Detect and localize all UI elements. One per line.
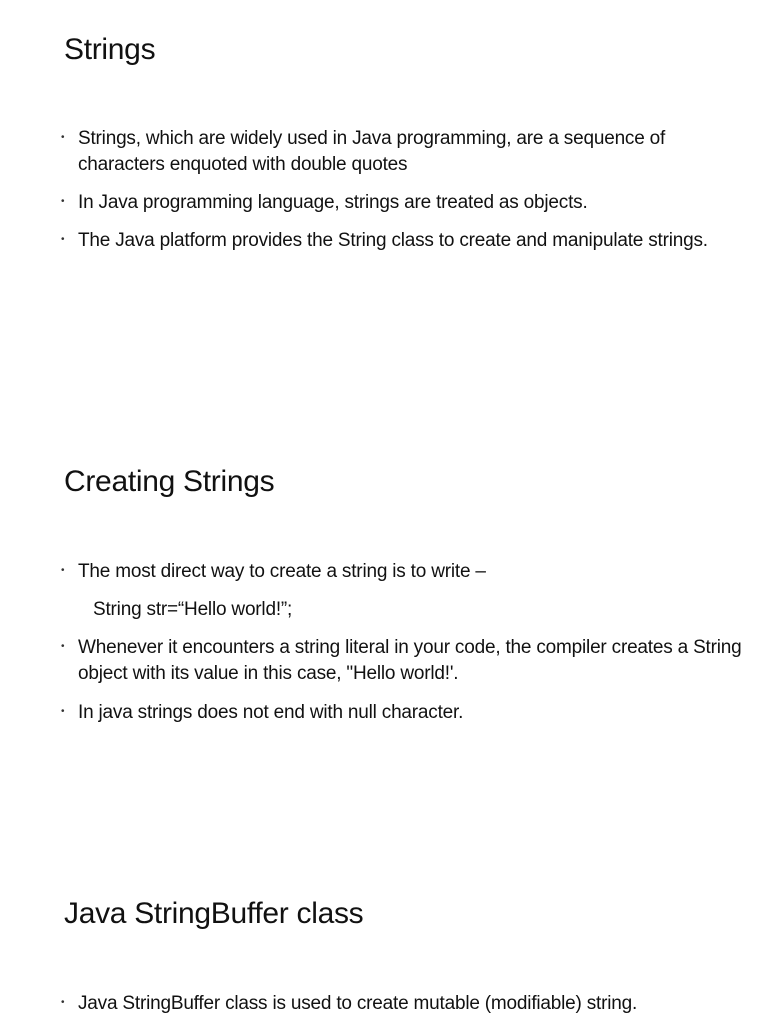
bullet-item: • In java strings does not end with null character. bbox=[78, 700, 746, 726]
slide-title: Strings bbox=[64, 33, 156, 66]
bullet-item: • In Java programming language, strings are treated as objects. bbox=[78, 190, 746, 216]
slide-title: Creating Strings bbox=[64, 465, 275, 498]
bullet-item: • The most direct way to create a string is to write – bbox=[78, 559, 746, 585]
slide-title: Java StringBuffer class bbox=[64, 897, 364, 930]
bullet-item: • Whenever it encounters a string literal in your code, the compiler creates a String object with its value in this case, "Hello world!'. bbox=[78, 635, 746, 687]
code-example: String str=“Hello world!”; bbox=[93, 599, 293, 620]
bullet-item: • The Java platform provides the String class to create and manipulate strings. bbox=[78, 228, 746, 254]
bullet-item: • Strings, which are widely used in Java programming, are a sequence of characters enquoted with double quotes bbox=[78, 126, 746, 178]
bullet-item: • Java StringBuffer class is used to create mutable (modifiable) string. bbox=[78, 991, 746, 1017]
